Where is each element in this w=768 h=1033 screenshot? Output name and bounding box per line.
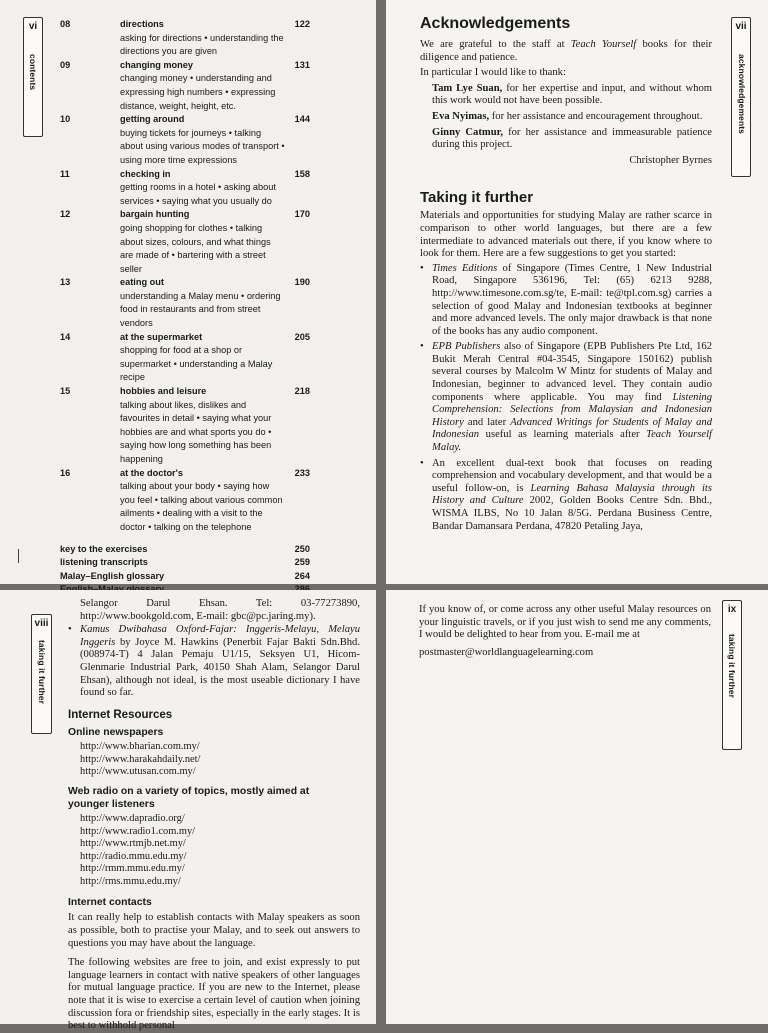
radio-list: [68, 813, 360, 887]
email-address: postmaster@worldlanguagelearning.com: [419, 646, 594, 658]
newspaper-list: [68, 741, 360, 778]
signature: Christopher Byrnes: [629, 154, 712, 166]
chapter-description: getting rooms in a hotel • asking about services • saying what you usually do: [120, 182, 276, 206]
taking-it-further-page-2: [386, 590, 768, 1024]
appendix-entry: [60, 556, 310, 570]
contacts-paragraph: It can really help to establish contacts with Malay speakers as soon as possible, both to practise your Malay, and to seek out answers to questions you may have about the language.: [68, 912, 360, 949]
toc-entry: [60, 467, 310, 535]
intro-paragraph: [420, 39, 712, 64]
acknowledgements-page: [386, 0, 768, 584]
url-item[interactable]: http://rms.mmu.edu.my/: [80, 875, 181, 887]
chapter-title: getting around: [120, 114, 185, 125]
chapter-title: at the doctor's: [120, 467, 183, 478]
person-name: Eva Nyimas,: [432, 110, 490, 122]
url-item[interactable]: http://radio.mmu.edu.my/: [80, 850, 187, 862]
contact-paragraph: If you know of, or come across any other useful Malay resources on your linguistic travels, or if you just wish to send me any comments, I would be delighted to hear from you. E-mail me at: [419, 604, 711, 641]
resource-list: [68, 624, 360, 700]
side-label: contents: [28, 54, 38, 91]
chapter-description: talking about likes, dislikes and favourites in detail • saying what your hobbies are and what sports you do • saying how long something has been happening: [120, 399, 272, 464]
url-item[interactable]: http://www.rtmjb.net.my/: [80, 838, 186, 850]
side-label: acknowledgements: [737, 54, 747, 135]
acknowledgements-heading: Acknowledgements: [420, 15, 571, 32]
intro-text-end: books for their diligence and patience.: [420, 39, 712, 63]
thanks-text: for her assistance and immeasurable patience during this project.: [432, 126, 712, 151]
list-item-text: also of Singapore (EPB Publishers Pte Ltd, 162 Bukit Merah Central #04-3545, Singapore 150162) publish several courses by Malcolm W Mintz for students of Malay and Indonesian, beginner to advanced level. They contain audio components where applicable. You may find: [432, 341, 713, 403]
chapter-page: 218: [294, 386, 310, 397]
chapter-title: changing money: [120, 59, 193, 70]
toc-entry: [60, 18, 310, 59]
toc-entry: [60, 208, 310, 276]
appendix-list: [60, 543, 310, 597]
appendix-entry: [60, 543, 310, 557]
appendix-page: 259: [294, 557, 310, 568]
chapter-title: directions: [120, 19, 164, 29]
url-item[interactable]: http://rmm.mmu.edu.my/: [80, 863, 185, 875]
chapter-page: 122: [294, 19, 310, 29]
internet-contacts-heading: Internet contacts: [68, 896, 152, 908]
list-item-text: of Singapore (Times Centre, 1 New Industrial Road, Singapore 536196, Tel: (65) 6213 9288, http://www.timesone.com.sg/te, E-mail: te@tpl.com.sg) carries a selection of good Malay and Indonesian textbooks at beginner and more advanced levels. The only major drawback is that none of the books has any audio component.: [432, 262, 712, 337]
list-item-text: by Joyce M. Hawkins (Penerbit Fajar Bakti Sdn.Bhd. (008974-T) 4 Jalan Pemaju U1/15, Seksyen U1, Hicom-Glenmarie Industrial Park, 40150 Shah Alam, Selangor Darul Ehsan), although not ideal, is the most useable dictionary I have found so far.: [80, 636, 360, 699]
chapter-page: 131: [294, 59, 310, 70]
chapter-description: changing money • understanding and expressing high numbers • expressing distance, weight, height, etc.: [120, 73, 276, 111]
side-label: taking it further: [727, 634, 737, 699]
chapter-number: 13: [60, 277, 71, 288]
url-item[interactable]: http://www.radio1.com.my/: [80, 825, 196, 837]
chapter-title: at the supermarket: [120, 331, 203, 342]
page-number: viii: [34, 618, 49, 629]
appendix-page: 250: [294, 543, 310, 554]
chapter-description: going shopping for clothes • talking about sizes, colours, and what things are made of • bartering with a street seller: [120, 222, 271, 274]
list-item-text: useful as learning materials after: [479, 429, 647, 441]
chapter-page: 205: [294, 331, 310, 342]
chapter-number: 10: [60, 114, 71, 125]
chapter-page: 158: [294, 168, 310, 179]
page-number: ix: [727, 604, 737, 615]
toc-entry: [60, 385, 310, 467]
book-title: Teach Yourself Malay.: [432, 429, 712, 454]
toc-entry: [60, 168, 310, 209]
chapter-number: 11: [60, 168, 70, 179]
list-item: [420, 458, 712, 534]
chapter-title: checking in: [120, 168, 171, 179]
chapter-list: [60, 18, 310, 535]
person-name: Tam Lye Suan,: [432, 82, 503, 94]
person-name: Ginny Catmur,: [432, 126, 503, 138]
chapter-description: talking about your body • saying how you feel • talking about various common ailments • dealing with a visit to the doctor • talking on the telephone: [120, 481, 283, 532]
toc-entry: [60, 113, 310, 167]
taking-it-further-page: [0, 590, 376, 1032]
list-item-text: 2002, Golden Books Centre Sdn. Bhd., WISMA ILBS, No 10 Jalan 8/5G. Perdana Business Centre, Bandar Damansara Perdana, 47820 Petaling Jaya,: [432, 495, 713, 532]
book-title: Learning Bahasa Malaysia through its History and Culture: [432, 482, 712, 507]
toc-entry: [60, 59, 310, 113]
toc-entry: [60, 276, 310, 330]
list-item: [420, 341, 712, 454]
thanks-entry: [432, 127, 712, 152]
publisher-name: EPB Publishers: [432, 341, 501, 353]
chapter-number: 16: [60, 467, 71, 478]
url-item[interactable]: http://www.bharian.com.my/: [80, 741, 200, 753]
url-item[interactable]: http://www.harakahdaily.net/: [80, 753, 201, 765]
thanks-text: for her assistance and encouragement throughout.: [489, 110, 703, 122]
chapter-number: 08: [60, 19, 71, 29]
chapter-title: bargain hunting: [120, 209, 190, 220]
book-title: Kamus Dwibahasa Oxford-Fajar: Inggeris-Melayu, Melayu Inggeris: [80, 624, 360, 648]
list-item-text: and later: [463, 416, 511, 428]
internet-resources-heading: Internet Resources: [68, 708, 173, 721]
chapter-description: buying tickets for journeys • talking about using various modes of transport • using more time expressions: [120, 127, 285, 165]
intro-text: We are grateful to the staff at: [420, 39, 571, 50]
book-title: Listening Comprehension: Selections from Malaysian and Indonesian History: [432, 391, 712, 428]
chapter-description: asking for directions • understanding the directions you are given: [120, 32, 284, 57]
side-label: taking it further: [37, 640, 47, 705]
chapter-number: 09: [60, 59, 71, 70]
intro-book-title: Teach Yourself: [570, 39, 637, 50]
chapter-page: 170: [294, 209, 310, 220]
chapter-page: 190: [294, 277, 310, 288]
contacts-paragraph: The following websites are free to join, and exist expressly to put language learners in contact with native speakers of other languages for mutual language practice. If you are new to the Internet, please note that it is wise to exercise a certain level of caution when joining discussion fora or friendship sites, especially in the early stages. It is best to withhold personal: [68, 957, 360, 1032]
resource-list: [420, 263, 712, 533]
chapter-description: shopping for food at a shop or supermarket • understanding a Malay recipe: [120, 345, 273, 383]
further-intro: Materials and opportunities for studying Malay are rather scarce in comparison to other world languages, but there are a few intermediate to advanced materials out there, if you know where to look for them. Here are a few suggestions to get you started:: [420, 210, 712, 260]
list-item: [68, 624, 360, 700]
continued-text: Selangor Darul Ehsan. Tel: 03-77273890, http://www.bookgold.com, E-mail: gbc@pc.jaring.my).: [80, 598, 360, 622]
thanks-line: In particular I would like to thank:: [420, 67, 566, 79]
chapter-number: 12: [60, 209, 71, 220]
list-item-text: An excellent dual-text book that focuses on reading comprehension and vocabulary development, and that would be a useful follow-on, is: [432, 457, 712, 494]
table-of-contents: [60, 18, 310, 597]
taking-it-further-heading: Taking it further: [420, 189, 534, 207]
page-number: vi: [28, 21, 38, 32]
url-item[interactable]: http://www.dapradio.org/: [80, 813, 185, 825]
chapter-number: 14: [60, 331, 71, 342]
chapter-page: 144: [294, 114, 310, 125]
appendix-title: Malay–English glossary: [60, 570, 165, 581]
appendix-title: listening transcripts: [60, 557, 148, 568]
thanks-text: for her expertise and input, and without whom this work would not have been possible.: [432, 82, 712, 107]
thanks-list: [432, 83, 712, 152]
chapter-description: understanding a Malay menu • ordering food in restaurants and from street vendors: [120, 290, 281, 329]
contents-page: [0, 0, 376, 584]
page-number: vii: [735, 21, 747, 32]
online-newspapers-heading: Online newspapers: [68, 726, 164, 738]
book-title: Advanced Writings for Students of Malay and Indonesian: [432, 416, 712, 441]
publisher-name: Times Editions: [432, 262, 498, 274]
appendix-entry: [60, 570, 310, 584]
url-item[interactable]: http://www.utusan.com.my/: [80, 766, 196, 778]
thanks-entry: [432, 83, 712, 108]
web-radio-heading: Web radio on a variety of topics, mostly aimed at younger listeners: [68, 786, 310, 810]
thanks-entry: [432, 111, 712, 124]
appendix-page: 264: [294, 570, 310, 581]
list-item: [420, 263, 712, 339]
toc-entry: [60, 331, 310, 385]
chapter-number: 15: [60, 386, 71, 397]
divider: [18, 549, 19, 563]
chapter-title: hobbies and leisure: [120, 386, 207, 397]
appendix-title: key to the exercises: [60, 543, 148, 554]
chapter-page: 233: [294, 467, 310, 478]
chapter-title: eating out: [120, 277, 164, 288]
